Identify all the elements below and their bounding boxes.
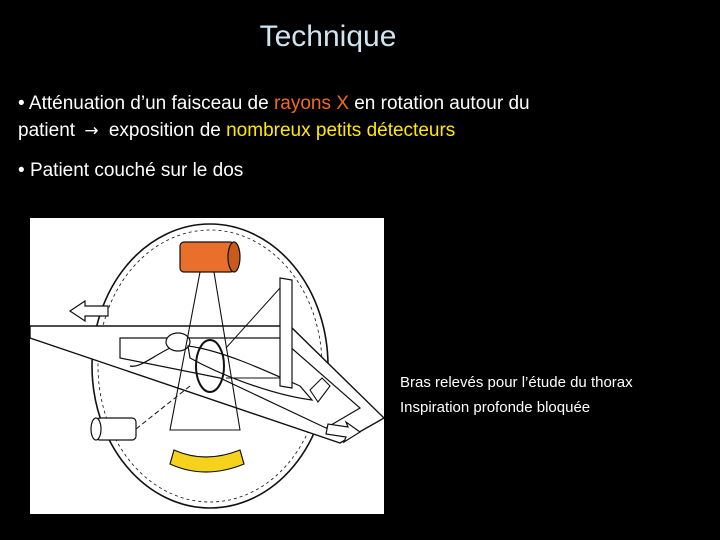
bullet-marker: • bbox=[18, 160, 25, 181]
bullet1-text-a: Atténuation d’un faisceau de bbox=[28, 93, 274, 114]
lateral-tube-icon bbox=[91, 418, 136, 440]
lateral-detector bbox=[280, 278, 292, 388]
detector-array bbox=[170, 450, 244, 472]
bullet1-text-d: exposition de bbox=[108, 120, 227, 141]
bullet-item-1 bbox=[18, 90, 708, 145]
figure-caption bbox=[400, 370, 633, 420]
bullet2-text: Patient couché sur le dos bbox=[29, 160, 244, 181]
caption-line-1: Bras relevés pour l’étude du thorax bbox=[400, 374, 633, 391]
ct-scanner-drawing bbox=[30, 218, 384, 514]
highlight-detecteurs: nombreux petits détecteurs bbox=[226, 120, 456, 141]
slide-title: Technique bbox=[259, 20, 397, 53]
highlight-rayons-x: rayons X bbox=[273, 93, 349, 114]
ct-scanner-illustration bbox=[30, 218, 384, 514]
xray-tube-icon bbox=[180, 242, 240, 272]
bullet-item-2 bbox=[18, 157, 708, 184]
bullet1-text-b: en rotation autour du bbox=[348, 93, 530, 114]
bullet-marker: • bbox=[18, 93, 25, 114]
table-arrow-left-icon bbox=[70, 301, 108, 321]
caption-line-2: Inspiration profonde bloquée bbox=[400, 399, 591, 416]
arrow-icon: → bbox=[84, 121, 99, 141]
bullet-list bbox=[18, 90, 708, 184]
bullet1-text-c: patient bbox=[18, 120, 76, 141]
